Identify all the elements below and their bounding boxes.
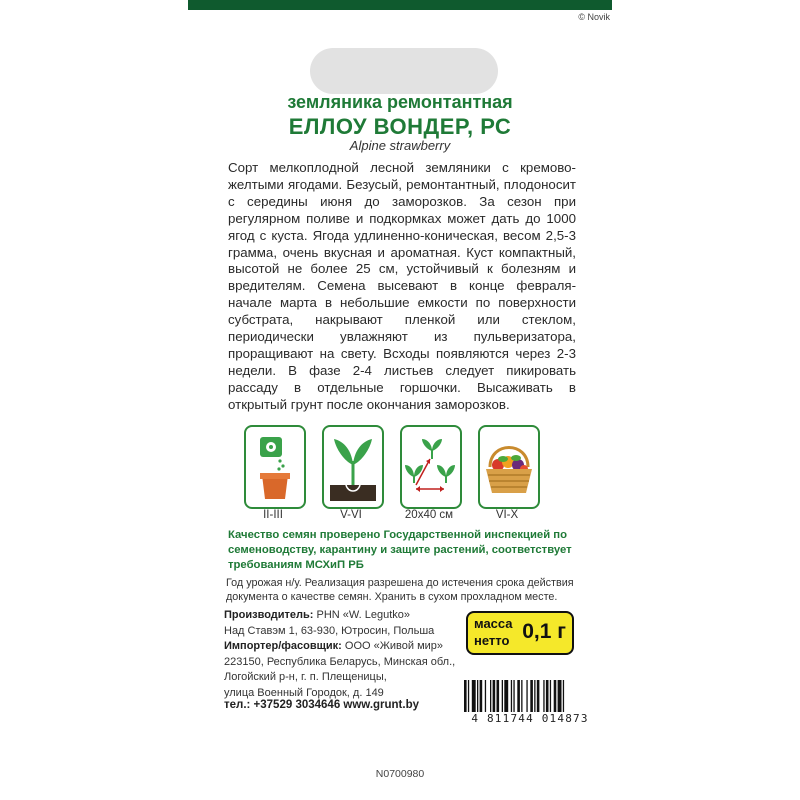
producer-value: PHN «W. Legutko» [313,609,411,621]
producer-importer-block [224,608,484,701]
producer-address: Над Ставэм 1, 63-930, Ютросин, Польша [224,624,435,637]
importer-line [224,639,484,655]
copyright: © Novik [578,12,610,22]
barcode-bars [450,680,610,712]
harvest-basket-icon [478,425,540,509]
variety-type: земляника ремонтантная [287,92,513,112]
latin-name: Alpine strawberry [349,138,451,153]
quality-statement: Качество семян проверено Государственной инспекцией по семеноводству, карантину и защите растений, соответствует требованиям МСХиП РБ [228,529,572,571]
importer-value: ООО «Живой мир» [341,640,444,652]
importer-address-3: улица Военный Городок, д. 149 [224,686,384,699]
producer-label: Производитель: [224,609,314,621]
importer-address-1: 223150, Республика Беларусь, Минская обл., [224,655,456,668]
net-mass-badge [466,611,574,655]
mass-value: 0,1 г [522,620,566,643]
icon-label: VI-X [495,509,519,521]
mass-label-1: масса [474,616,513,631]
icon-label: 20x40 см [404,509,454,521]
contact-info: тел.: +37529 3034646 www.grunt.by [224,699,420,711]
seed-packet-back [188,0,612,800]
sowing-pot-icon [244,425,306,509]
cultivation-icons [244,425,582,525]
barcode-number: 4 811744 014873 [471,712,589,725]
icon-label: II-III [263,509,283,521]
barcode [450,680,610,730]
planting-scheme-icon [400,425,462,509]
mass-label-2: нетто [474,633,510,648]
producer-line [224,608,484,624]
importer-label: Импортер/фасовщик: [224,640,342,652]
harvest-info: Год урожая н/у. Реализация разрешена до истечения срока действия документа о качестве семян. Хранить в сухом прохладном месте. [226,577,574,603]
seedling-soil-icon [322,425,384,509]
top-green-bar [188,0,612,10]
hanger-hole [310,48,498,94]
icon-label: V-VI [340,509,362,521]
product-code: N0700980 [375,768,425,780]
importer-address-2: Логойский р-н, г. п. Плещеницы, [224,671,387,683]
variety-name: ЕЛЛОУ ВОНДЕР, РС [288,114,512,139]
description: Сорт мелкоплодной лесной земляники с кремово-желтыми ягодами. Безусый, ремонтантный, плодоносит с середины июня до заморозков. За сезон при регулярном поливе и подкормках может дать до 1000 ягод с куста. Ягода удлиненно-коническая, весом 2,5-3 грамма, очень вкусная и ароматная. Куст компактный, высотой не более 25 см, устойчивый к болезням и вредителям. Семена высевают в конце февраля-начале марта в небольшие емкости по поверхности субстрата, накрывают пленкой или стеклом, периодически увлажняют из пульверизатора, проращивают на свету. Всходы появляются через 2-3 недели. В фазе 2-4 листьев следует пикировать рассаду в отдельные горшочки. Высаживать в открытый грунт после окончания заморозков. [228,160,576,412]
